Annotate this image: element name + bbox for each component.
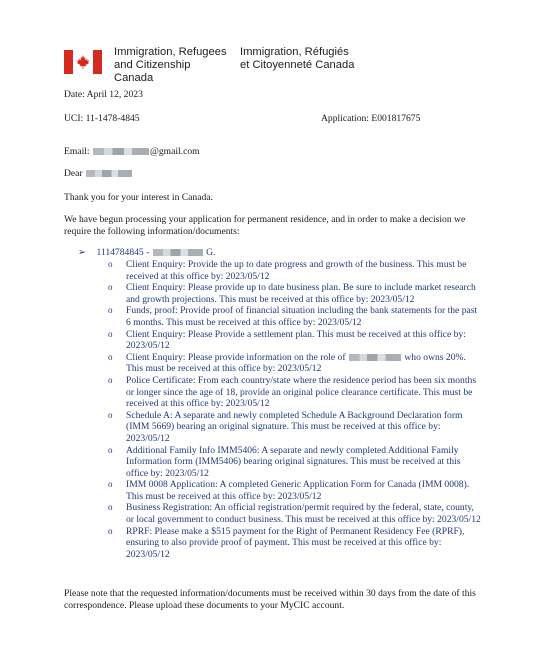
list-item: o IMM 0008 Application: A completed Generic Application Form for Canada (IMM 0008). This must be received at this office by: 2023/05/12: [106, 479, 484, 502]
greeting: Dear: [64, 168, 83, 179]
requested-documents-list: [106, 259, 484, 560]
canada-flag-icon: [64, 50, 102, 74]
list-item: o Additional Family Info IMM5406: A separate and newly completed Additional Family Information form (IMM5406) bearing original signatures. This must be received at this office by: 2023/05/12: [106, 445, 484, 480]
list-item: o Client Enquiry: Please provide up to date business plan. Be sure to include market research and growth projections. This must be received at this office by: 2023/05/12: [106, 282, 484, 305]
applicant-id: 1114784845 -: [96, 247, 150, 258]
thanks-text: Thank you for your interest in Canada.: [64, 192, 213, 203]
list-item: [106, 352, 484, 375]
letterhead: [64, 46, 360, 82]
arrow-bullet-icon: ➢: [78, 247, 87, 258]
intro-text: We have begun processing your application for permanent residence, and in order to make a decision we require the following information/documents:: [64, 214, 466, 237]
list-item: o Business Registration: An official registration/permit required by the federal, state, county, or local government to conduct business. This must be received at this office by: 2023/05/12: [106, 502, 484, 525]
redacted-name: [86, 170, 132, 177]
email-line: Email: @gmail.com: [64, 146, 200, 157]
uci-number: UCI: 11-1478-4845: [64, 113, 140, 124]
redacted-person-name: [349, 354, 401, 361]
letter-date: Date: April 12, 2023: [64, 89, 143, 100]
role-item-text-after: who owns 20%. This must be received at this office by: 2023/05/12: [126, 351, 466, 375]
role-item-text-before: Client Enquiry: Please provide information on the role of: [126, 351, 346, 363]
list-item: o Client Enquiry: Please Provide a settlement plan. This must be received at this office by: 2023/05/12: [106, 329, 484, 352]
application-number: Application: E001817675: [321, 113, 421, 124]
redacted-applicant-name: [153, 249, 203, 256]
applicant-name-suffix: G.: [206, 247, 216, 258]
department-name-fr: Immigration, Réfugiés et Citoyenneté Canada: [240, 46, 355, 71]
applicant-line: [78, 247, 215, 259]
list-item: o Funds, proof: Provide proof of financial situation including the bank statements for the past 6 months. This must be received at this office by: 2023/05/12: [106, 305, 484, 328]
list-item: o Client Enquiry: Provide the up to date progress and growth of the business. This must be received at this office by: 2023/05/12: [106, 259, 484, 282]
email-domain: gmail.com: [158, 146, 200, 157]
list-item: o Police Certificate: From each country/state where the residence period has been six months or longer since the age of 18, provide an original police clearance certificate. This must be received at this office by: 2023/05/12: [106, 375, 484, 410]
closing-text: Please note that the requested information/documents must be received within 30 days from the date of this correspondence. Please upload these documents to your MyCIC account.: [64, 588, 476, 611]
department-name-en: Immigration, Refugees and Citizenship Canada: [114, 46, 227, 84]
email-label: Email:: [64, 146, 90, 157]
list-item: o Schedule A: A separate and newly completed Schedule A Background Declaration form (IMM 5669) bearing an original signature. This must be received at this office by: 2023/05/12: [106, 410, 484, 445]
redacted-email: [93, 148, 149, 155]
list-item: o RPRF: Please make a $515 payment for the Right of Permanent Residency Fee (RPRF), ensuring to also provide proof of payment. This must be received at this office by: 2023/05/12: [106, 526, 484, 561]
greeting-line: [64, 168, 133, 180]
